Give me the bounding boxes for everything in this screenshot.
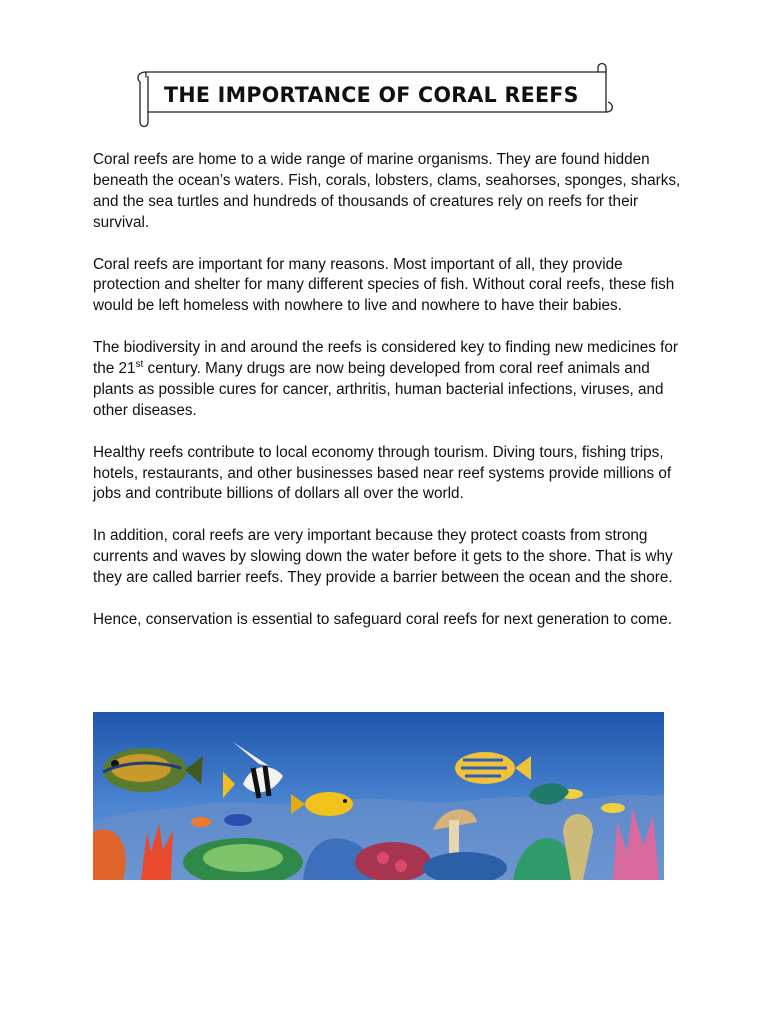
coral-reef-illustration [93, 712, 664, 880]
page-title: THE IMPORTANCE OF CORAL REEFS [164, 83, 579, 107]
title-scroll-banner [134, 62, 614, 128]
paragraph-6: Hence, conservation is essential to safeguard coral reefs for next generation to come. [93, 610, 673, 628]
paragraph-5: In addition, coral reefs are very important because they protect coasts from strong currents and waves by slowing down the water before it gets to the shore. That is why they are called barrier reefs. They provide a barrier between the ocean and the shore. [93, 527, 673, 587]
ordinal-suffix: st [135, 358, 144, 370]
paragraph-3-end: century. Many drugs are now being developed from coral reef animals and plants as possible cures for cancer, arthritis, human bacterial infections, viruses, and other diseases. [93, 360, 664, 419]
paragraph-3-start: The biodiversity in and around the reefs is considered key to finding new medicines for the 21 [93, 339, 679, 378]
paragraph-3 [93, 338, 683, 422]
coral-reef-image [93, 712, 664, 880]
paragraph-2: Coral reefs are important for many reasons. Most important of all, they provide protection and shelter for many different species of fish. Without coral reefs, these fish would be left homeless with nowhere to live and nowhere to have their babies. [93, 255, 675, 315]
paragraph-4: Healthy reefs contribute to local economy through tourism. Diving tours, fishing trips, hotels, restaurants, and other businesses based near reef systems provide millions of jobs and contribute billions of dollars all over the world. [93, 443, 672, 503]
article-body [93, 150, 683, 652]
paragraph-1: Coral reefs are home to a wide range of marine organisms. They are found hidden beneath the ocean’s waters. Fish, corals, lobsters, clams, seahorses, sponges, sharks, and the sea turtles and hundreds of thousands of creatures rely on reefs for their survival. [93, 151, 681, 231]
